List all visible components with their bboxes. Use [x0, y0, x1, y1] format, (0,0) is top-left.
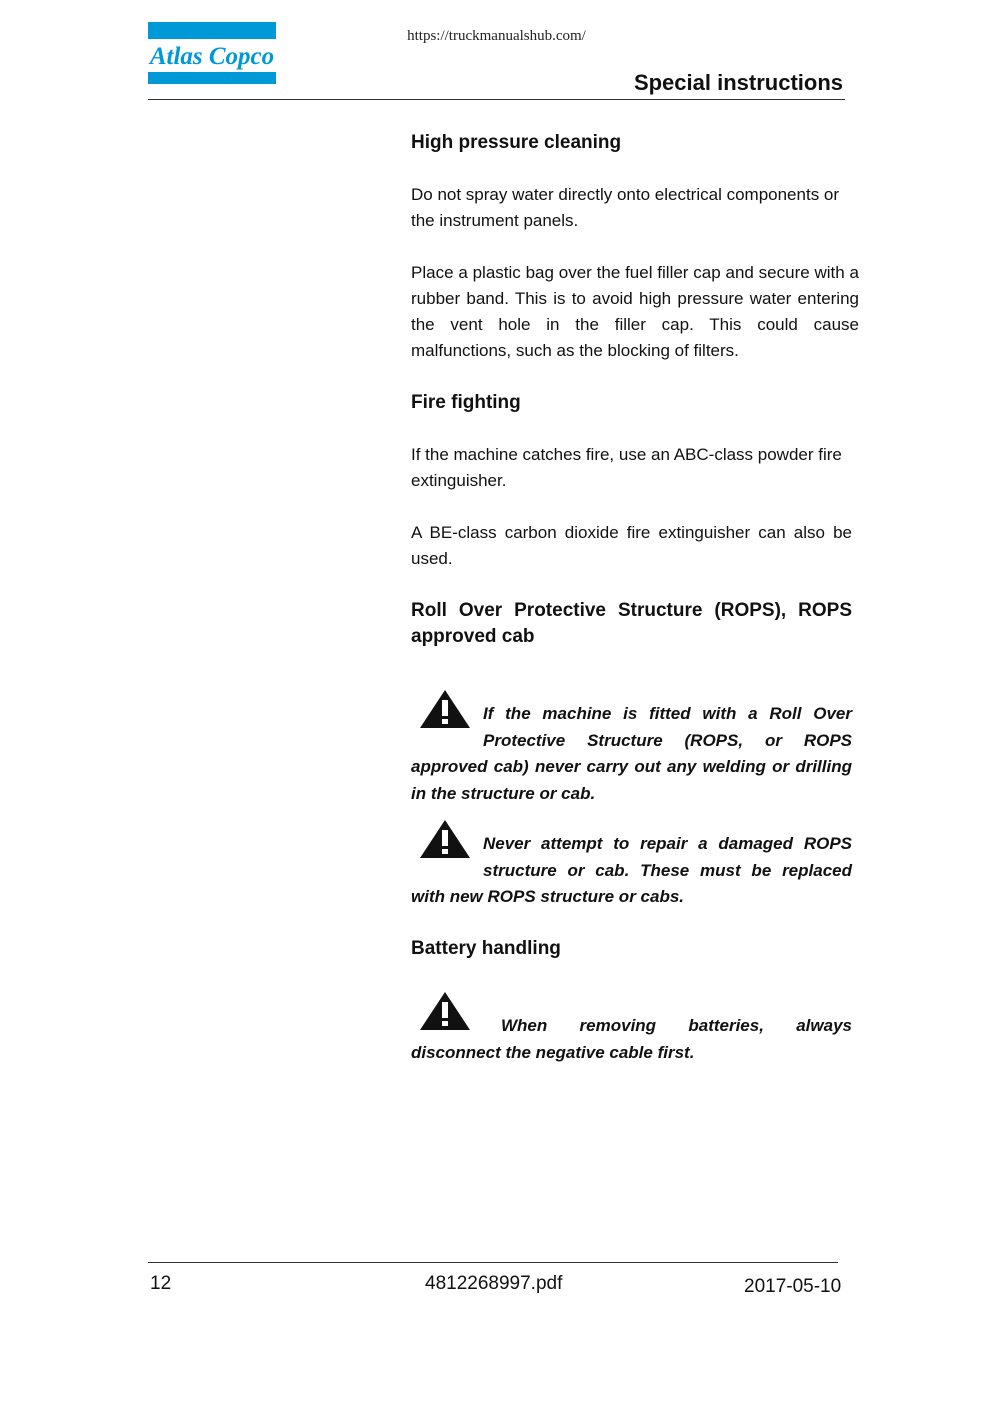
logo-wordmark	[148, 41, 276, 71]
warning-text: If the machine is fitted with a Roll Over Protective Structure (ROPS, or ROPS approved cab) never carry out any welding or drilling in the structure or cab.	[411, 704, 852, 803]
logo-top-bar	[148, 22, 276, 39]
paragraph: Do not spray water directly onto electrical components or the instrument panels.	[411, 185, 840, 230]
heading-rops: Roll Over Protective Structure (ROPS), ROPS approved cab	[411, 600, 852, 647]
warning-block	[411, 831, 852, 911]
section-title: Special instructions	[633, 70, 843, 95]
warning-block	[411, 1013, 852, 1066]
warning-triangle-icon	[419, 991, 471, 1031]
warning-block	[411, 701, 852, 807]
paragraph: If the machine catches fire, use an ABC-class powder fire extinguisher.	[411, 445, 842, 490]
warning-triangle-icon	[419, 819, 471, 859]
header-divider	[148, 99, 845, 100]
heading-fire-fighting: Fire fighting	[411, 392, 521, 413]
svg-text:Atlas Copco: Atlas Copco	[149, 43, 275, 70]
warning-triangle-icon	[419, 689, 471, 729]
atlas-copco-logo	[148, 22, 276, 84]
paragraph: Place a plastic bag over the fuel filler cap and secure with a rubber band. This is to avoid high pressure water entering the vent hole in the filler cap. This could cause malfunctions, such as the blocking of filters.	[411, 263, 859, 360]
warning-text: Never attempt to repair a damaged ROPS structure or cab. These must be replaced with new ROPS structure or cabs.	[411, 834, 852, 906]
warning-text: When removing batteries, always disconnect the negative cable first.	[411, 1016, 852, 1062]
heading-battery-handling: Battery handling	[411, 938, 561, 959]
source-url: https://truckmanualshub.com/	[407, 28, 586, 44]
logo-bottom-bar	[148, 72, 276, 84]
document-date: 2017-05-10	[744, 1276, 842, 1297]
heading-high-pressure-cleaning: High pressure cleaning	[411, 132, 622, 153]
paragraph: A BE-class carbon dioxide fire extinguisher can also be used.	[411, 523, 852, 568]
page-number: 12	[150, 1273, 172, 1294]
file-name: 4812268997.pdf	[425, 1273, 563, 1294]
footer-divider	[148, 1262, 838, 1263]
